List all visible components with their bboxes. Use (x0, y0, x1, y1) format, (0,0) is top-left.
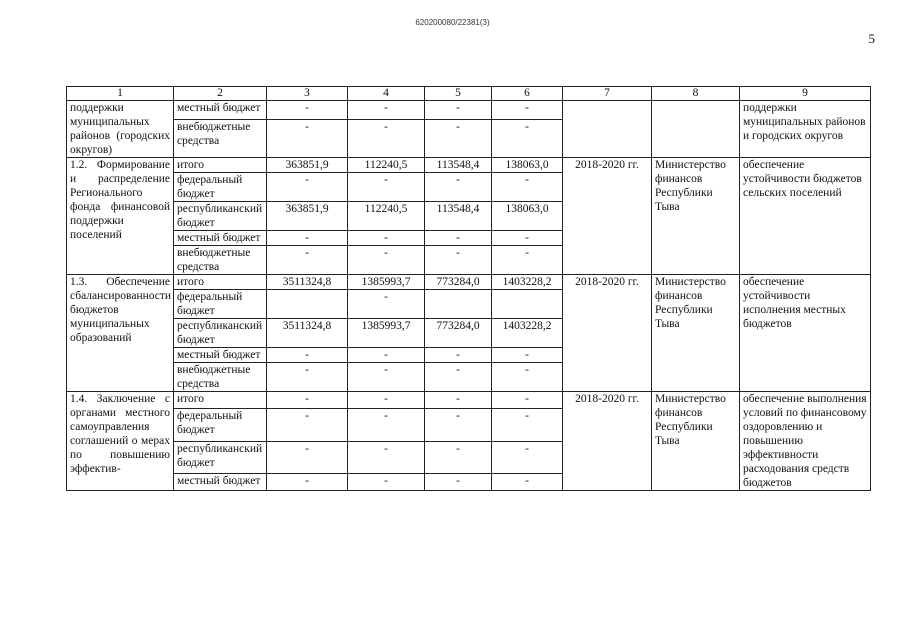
amount-2020-cell: 138063,0 (492, 202, 563, 231)
amount-2020-cell: - (492, 363, 563, 392)
amount-2018-cell: 1385993,7 (348, 319, 425, 348)
amount-2020-cell: - (492, 348, 563, 363)
period-cell (563, 101, 652, 158)
amount-2018-cell: - (348, 290, 425, 319)
amount-2019-cell: 773284,0 (425, 319, 492, 348)
amount-total-cell: 3511324,8 (267, 275, 348, 290)
amount-total-cell: - (267, 441, 348, 474)
amount-2019-cell: - (425, 231, 492, 246)
goal-cell: обеспечение устойчивости бюджетов сельских поселений (740, 158, 871, 275)
funding-source-cell: итого (174, 275, 267, 290)
amount-total-cell: - (267, 246, 348, 275)
goal-cell: поддержки муниципальных районов и городских округов (740, 101, 871, 158)
amount-2018-cell: - (348, 392, 425, 409)
amount-total-cell: 363851,9 (267, 158, 348, 173)
header-cell: 8 (652, 87, 740, 101)
funding-source-cell: местный бюджет (174, 231, 267, 246)
table-row (67, 275, 871, 290)
funding-source-cell: федеральный бюджет (174, 290, 267, 319)
amount-2018-cell: - (348, 408, 425, 441)
executor-cell: Министерство финансов Республики Тыва (652, 158, 740, 275)
funding-source-cell: внебюджетные средства (174, 363, 267, 392)
amount-2020-cell: - (492, 231, 563, 246)
amount-2020-cell: - (492, 246, 563, 275)
amount-2018-cell: - (348, 348, 425, 363)
amount-2018-cell: 1385993,7 (348, 275, 425, 290)
amount-2020-cell: 1403228,2 (492, 319, 563, 348)
funding-source-cell: местный бюджет (174, 474, 267, 491)
amount-2019-cell: - (425, 173, 492, 202)
period-cell: 2018-2020 гг. (563, 158, 652, 275)
amount-2019-cell: - (425, 392, 492, 409)
funding-source-cell: республиканский бюджет (174, 202, 267, 231)
executor-cell: Министерство финансов Республики Тыва (652, 392, 740, 491)
header-cell: 5 (425, 87, 492, 101)
header-cell: 4 (348, 87, 425, 101)
activity-name-cell: 1.3. Обеспечение сбалансированности бюджетов муниципальных образований (67, 275, 174, 392)
funding-source-cell: федеральный бюджет (174, 408, 267, 441)
header-cell: 6 (492, 87, 563, 101)
executor-cell (652, 101, 740, 158)
amount-2018-cell: - (348, 363, 425, 392)
amount-2020-cell: - (492, 392, 563, 409)
funding-source-cell: республиканский бюджет (174, 319, 267, 348)
amount-2020-cell: - (492, 120, 563, 158)
period-cell: 2018-2020 гг. (563, 275, 652, 392)
funding-source-cell: итого (174, 158, 267, 173)
amount-2020-cell (492, 290, 563, 319)
funding-source-cell: внебюджетные средства (174, 120, 267, 158)
amount-2018-cell: - (348, 101, 425, 120)
amount-2018-cell: - (348, 120, 425, 158)
amount-2020-cell: - (492, 441, 563, 474)
activity-name-cell: поддержки муниципальных районов (городских округов) (67, 101, 174, 158)
amount-total-cell: - (267, 120, 348, 158)
amount-2020-cell: 1403228,2 (492, 275, 563, 290)
amount-2019-cell: 773284,0 (425, 275, 492, 290)
header-cell: 2 (174, 87, 267, 101)
funding-source-cell: федеральный бюджет (174, 173, 267, 202)
amount-2019-cell: - (425, 246, 492, 275)
amount-2019-cell: 113548,4 (425, 158, 492, 173)
program-table (66, 86, 871, 491)
amount-total-cell: 363851,9 (267, 202, 348, 231)
amount-2019-cell: - (425, 348, 492, 363)
amount-2020-cell: 138063,0 (492, 158, 563, 173)
header-cell: 7 (563, 87, 652, 101)
amount-2018-cell: 112240,5 (348, 158, 425, 173)
amount-total-cell: - (267, 474, 348, 491)
activity-name-cell: 1.2. Формирование и распределение Регионального фонда финансовой поддержки поселений (67, 158, 174, 275)
amount-2018-cell: - (348, 231, 425, 246)
period-cell: 2018-2020 гг. (563, 392, 652, 491)
goal-cell: обеспечение выполнения условий по финансовому оздоровлению и повышению эффективности расходования средств бюджетов (740, 392, 871, 491)
amount-total-cell: 3511324,8 (267, 319, 348, 348)
amount-2018-cell: 112240,5 (348, 202, 425, 231)
funding-source-cell: местный бюджет (174, 348, 267, 363)
amount-total-cell: - (267, 348, 348, 363)
amount-total-cell: - (267, 173, 348, 202)
funding-source-cell: местный бюджет (174, 101, 267, 120)
amount-total-cell: - (267, 408, 348, 441)
amount-2019-cell: - (425, 363, 492, 392)
amount-2019-cell: - (425, 120, 492, 158)
header-cell: 1 (67, 87, 174, 101)
table-row (67, 392, 871, 409)
amount-total-cell: - (267, 392, 348, 409)
amount-2019-cell: - (425, 441, 492, 474)
header-cell: 3 (267, 87, 348, 101)
document-code: 620200080/22381(3) (415, 18, 490, 27)
amount-2018-cell: - (348, 474, 425, 491)
amount-total-cell: - (267, 231, 348, 246)
amount-2020-cell: - (492, 474, 563, 491)
executor-cell: Министерство финансов Республики Тыва (652, 275, 740, 392)
amount-2019-cell: - (425, 474, 492, 491)
amount-2018-cell: - (348, 441, 425, 474)
amount-2019-cell: - (425, 101, 492, 120)
amount-total-cell: - (267, 363, 348, 392)
table-row (67, 101, 871, 120)
header-cell: 9 (740, 87, 871, 101)
funding-source-cell: республиканский бюджет (174, 441, 267, 474)
amount-2020-cell: - (492, 101, 563, 120)
goal-cell: обеспечение устойчивости исполнения местных бюджетов (740, 275, 871, 392)
table-row (67, 158, 871, 173)
amount-total-cell (267, 290, 348, 319)
amount-total-cell: - (267, 101, 348, 120)
header-row (67, 87, 871, 101)
funding-source-cell: внебюджетные средства (174, 246, 267, 275)
amount-2020-cell: - (492, 408, 563, 441)
amount-2019-cell: 113548,4 (425, 202, 492, 231)
page-number: 5 (868, 31, 875, 46)
funding-source-cell: итого (174, 392, 267, 409)
amount-2019-cell (425, 290, 492, 319)
amount-2019-cell: - (425, 408, 492, 441)
amount-2018-cell: - (348, 246, 425, 275)
activity-name-cell: 1.4. Заключение с органами местного самоуправления соглашений о мерах по повышению эффектив- (67, 392, 174, 491)
amount-2018-cell: - (348, 173, 425, 202)
amount-2020-cell: - (492, 173, 563, 202)
